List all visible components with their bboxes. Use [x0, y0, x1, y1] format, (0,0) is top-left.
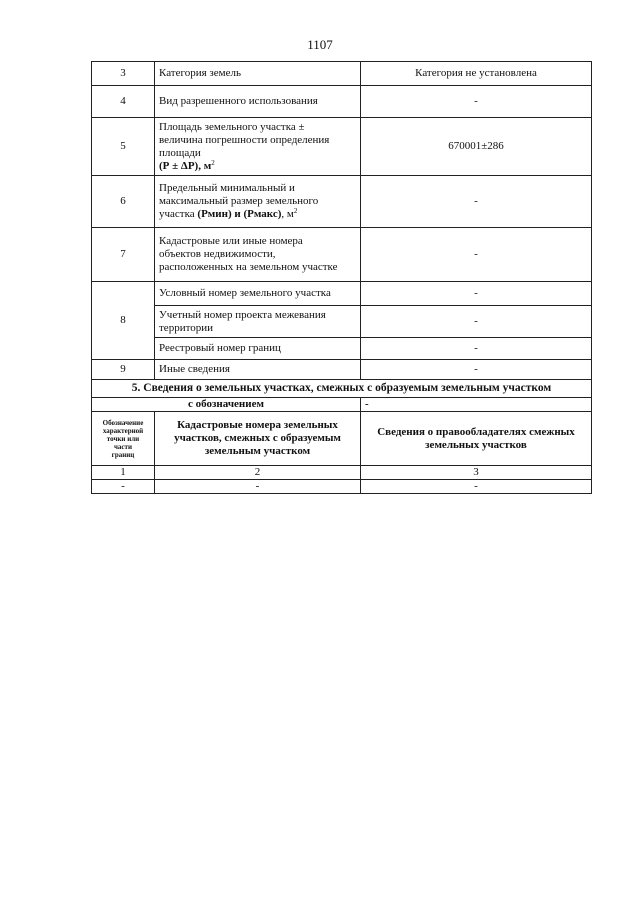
- row-number: 4: [92, 86, 155, 118]
- header-line: земельным участком: [204, 445, 311, 457]
- size-formula: (Рмин) и (Рмакс): [197, 208, 282, 220]
- row-name: Реестровый номер границ: [155, 338, 361, 360]
- row-9: [92, 360, 592, 380]
- header-line: Кадастровые номера земельных: [177, 419, 338, 431]
- row-name: Иные сведения: [155, 360, 361, 380]
- header-point-designation: [92, 412, 155, 466]
- row-6: [92, 176, 592, 228]
- row-value: Категория не установлена: [361, 62, 592, 86]
- row-number: 5: [92, 118, 155, 176]
- row-number: 6: [92, 176, 155, 228]
- header-line: Обозначение: [102, 418, 144, 427]
- row-value: -: [361, 338, 592, 360]
- row-name-line: расположенных на земельном участке: [159, 261, 338, 273]
- row-name: [155, 306, 361, 338]
- row-8-sub: [92, 338, 592, 360]
- header-owners-info: [361, 412, 592, 466]
- row-5: [92, 118, 592, 176]
- row-4: [92, 86, 592, 118]
- row-8-sub: [92, 306, 592, 338]
- row-number: 3: [92, 62, 155, 86]
- designation-value: -: [361, 398, 592, 412]
- header-cadastral-numbers: [155, 412, 361, 466]
- column-number: 2: [155, 466, 361, 480]
- row-name-line: Предельный минимальный и: [159, 182, 295, 194]
- designation-label: с обозначением: [92, 398, 361, 412]
- column-numbering-row: [92, 466, 592, 480]
- cell-value: -: [155, 480, 361, 494]
- page-number: 1107: [307, 37, 333, 52]
- header-line: участков, смежных с образуемым: [174, 432, 341, 444]
- header-line: точки или: [106, 434, 140, 443]
- row-name: Категория земель: [155, 62, 361, 86]
- row-value: -: [361, 228, 592, 282]
- row-name: [155, 176, 361, 228]
- row-value: -: [361, 306, 592, 338]
- row-name: Условный номер земельного участка: [155, 282, 361, 306]
- row-3: [92, 62, 592, 86]
- row-7: [92, 228, 592, 282]
- row-name: Вид разрешенного использования: [155, 86, 361, 118]
- row-value: -: [361, 86, 592, 118]
- row-name-part: , м: [281, 208, 294, 220]
- row-number: 9: [92, 360, 155, 380]
- row-value: 670001±286: [361, 118, 592, 176]
- row-value: -: [361, 282, 592, 306]
- row-number: 8: [92, 282, 155, 360]
- column-number: 3: [361, 466, 592, 480]
- unit-exponent: 2: [293, 207, 298, 215]
- row-value: -: [361, 360, 592, 380]
- row-name-line: Кадастровые или иные номера: [159, 235, 303, 247]
- row-name: [155, 118, 361, 176]
- row-name: [155, 228, 361, 282]
- section-5-title-row: [92, 380, 592, 398]
- unit-exponent: 2: [211, 158, 215, 167]
- column-number: 1: [92, 466, 155, 480]
- header-line: границ: [111, 450, 135, 459]
- cell-value: -: [361, 480, 592, 494]
- header-line: Сведения о правообладателях смежных: [377, 425, 575, 438]
- row-number: 7: [92, 228, 155, 282]
- row-name-line: величина погрешности определения: [159, 133, 330, 146]
- adjacent-plot-row: [92, 480, 592, 494]
- row-8: [92, 282, 592, 306]
- row-name-line: [159, 208, 356, 221]
- row-name-line: максимальный размер земельного: [159, 195, 319, 207]
- row-name-line: Площадь земельного участка ±: [159, 120, 305, 133]
- header-line: части: [113, 442, 133, 451]
- area-formula: (Р ± ΔР), м: [159, 159, 212, 172]
- land-plot-table: [91, 61, 592, 494]
- row-name-line: площади: [159, 146, 201, 159]
- row-name-line: объектов недвижимости,: [159, 248, 276, 260]
- section-5-header-row: [92, 412, 592, 466]
- cell-value: -: [92, 480, 155, 494]
- header-line: характерной: [102, 426, 144, 435]
- header-line: земельных участков: [425, 438, 527, 451]
- designation-row: [92, 398, 592, 412]
- row-name-part: участка: [159, 208, 198, 220]
- row-name-line: Учетный номер проекта межевания: [159, 308, 326, 321]
- section-title: 5. Сведения о земельных участках, смежных с образуемым земельным участком: [92, 380, 592, 398]
- row-value: -: [361, 176, 592, 228]
- row-name-formula-line: [159, 160, 356, 173]
- row-name-line: территории: [159, 321, 214, 334]
